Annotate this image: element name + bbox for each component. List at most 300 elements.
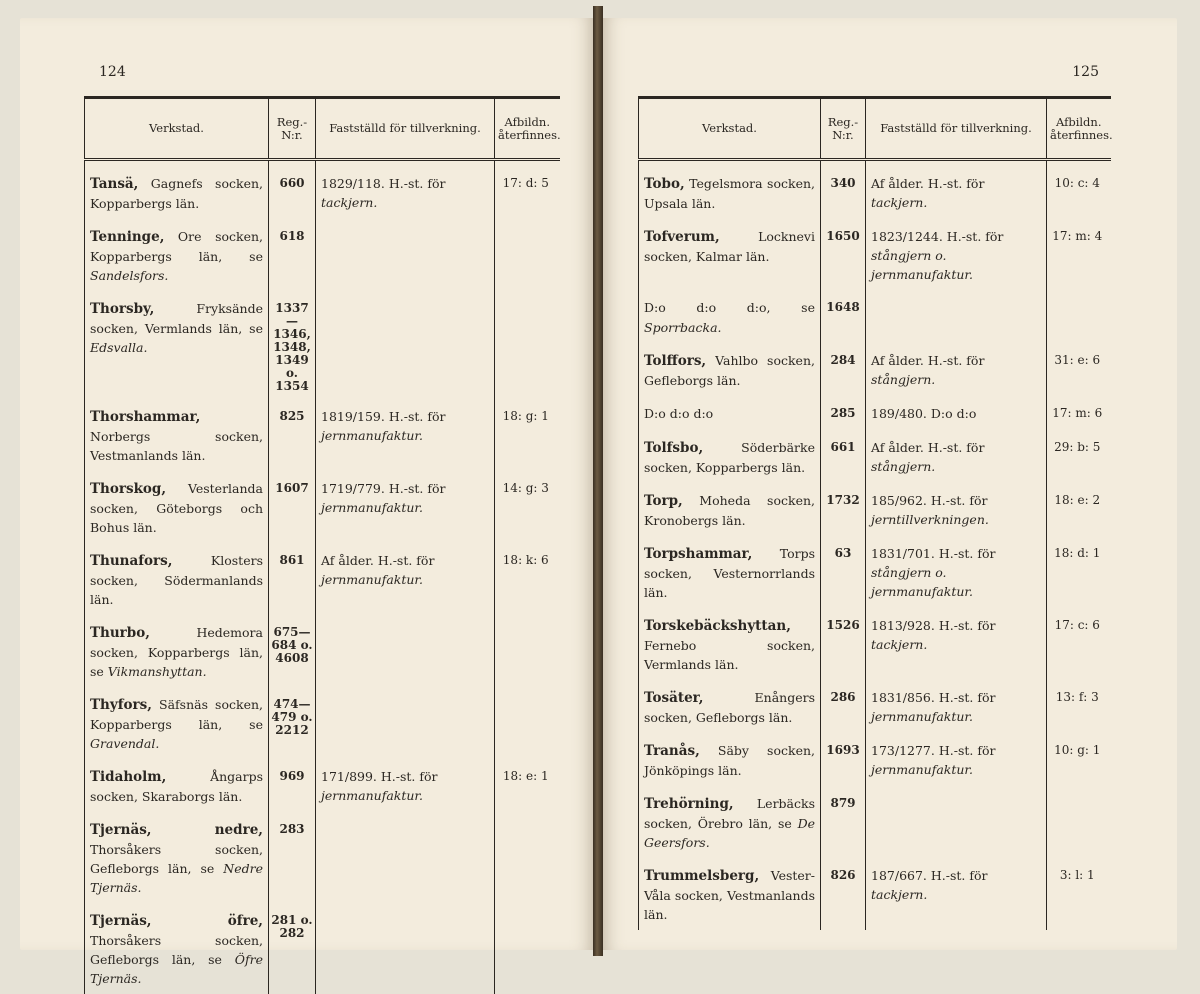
established-cell [866,438,1047,477]
header-row [85,98,560,160]
row-spacer [639,160,1111,174]
table-row [639,866,1111,924]
spacer-cell [316,806,495,820]
row-spacer [639,477,1111,491]
spacer-cell [269,681,316,695]
col-header-illustrated: Afbildn. återfinnes. [1047,98,1111,160]
row-spacer [85,753,560,767]
established-cell [866,544,1047,602]
entry-name-cell [85,299,269,393]
spacer-cell [866,780,1047,794]
spacer-cell [866,852,1047,866]
spacer-cell [821,337,866,351]
reg-number-cell: 1732 [821,491,866,530]
workshop-name: Tansä, [90,175,139,192]
spacer-cell [316,609,495,623]
table-row [85,695,560,753]
workshop-location: Enångers socken, Gefleborgs län. [644,689,815,725]
col-header-reg: Reg.- N:r. [269,98,316,160]
workshop-name: Thurbo, [90,624,150,641]
reg-number-cell: 1607 [269,479,316,537]
spacer-cell [316,160,495,174]
spacer-cell [495,609,560,623]
illustration-ref-cell: 29: b: 5 [1047,438,1111,477]
production-product: jerntillverkningen. [871,511,989,527]
workshop-name: Trummelsberg, [644,867,760,884]
established-cell [866,866,1047,924]
entry-name-cell [85,551,269,609]
ledger-body-left [85,160,560,994]
workshop-location: Säfsnäs socken, Kopparbergs län, se [90,696,263,732]
production-product: stångjern o. jernmanufaktur. [871,247,974,282]
established-date: 185/962. [871,492,927,508]
left-page [20,18,593,986]
established-cell [316,820,495,897]
entry-name-cell [85,911,269,988]
cross-reference: Öfre Tjernäs. [90,951,263,986]
spacer-cell [639,530,821,544]
production-product: jernmanufaktur. [321,427,424,443]
reg-number-cell: 284 [821,351,866,390]
established-cell [866,351,1047,390]
established-cell [316,551,495,609]
row-spacer [85,465,560,479]
reg-number-cell: 281 o. 282 [269,911,316,988]
production-type: H.-st. för [927,352,985,368]
row-spacer [639,213,1111,227]
illustration-ref-cell: 10: c: 4 [1047,174,1111,213]
illustration-ref-cell: 3: l: 1 [1047,866,1111,924]
table-row [85,911,560,988]
entry-name-cell [85,479,269,537]
reg-number-cell: 661 [821,438,866,477]
workshop-name: Tjernäs, nedre, [90,821,263,838]
table-row [85,820,560,897]
production-type: H.-st. för [388,175,446,191]
established-date: 1719/779. [321,480,385,496]
row-spacer [85,681,560,695]
table-row [85,407,560,465]
spacer-cell [316,285,495,299]
spacer-cell [639,674,821,688]
workshop-name: Tjernäs, öfre, [90,912,263,929]
spacer-cell [316,537,495,551]
table-row [85,551,560,609]
reg-number-cell: 861 [269,551,316,609]
spacer-cell [866,602,1047,616]
row-spacer [85,806,560,820]
illustration-ref-cell [1047,298,1111,337]
illustration-ref-cell: 18: d: 1 [1047,544,1111,602]
illustration-ref-cell: 18: k: 6 [495,551,560,609]
spacer-cell [639,477,821,491]
production-product: stångjern o. jernmanufaktur. [871,564,974,599]
spacer-cell [1047,530,1111,544]
established-cell [316,623,495,681]
table-row [639,794,1111,852]
entry-name-cell [639,298,821,337]
row-spacer [85,285,560,299]
established-date: 1829/118. [321,175,385,191]
row-filler [85,988,560,994]
entry-name-cell [639,866,821,924]
spacer-cell [821,477,866,491]
spacer-cell [866,284,1047,298]
spacer-cell [85,393,269,407]
production-product: jernmanufaktur. [871,708,974,724]
illustration-ref-cell [495,227,560,285]
illustration-ref-cell [495,299,560,393]
spacer-cell [495,897,560,911]
reg-number-cell: 825 [269,407,316,465]
established-cell [316,767,495,806]
spacer-cell [85,285,269,299]
spacer-cell [1047,674,1111,688]
workshop-name: Tobo, [644,175,685,192]
spacer-cell [821,284,866,298]
row-spacer [85,609,560,623]
illustration-ref-cell: 14: g: 3 [495,479,560,537]
spacer-cell [85,753,269,767]
workshop-location: D:o d:o d:o, se [644,299,815,315]
entry-name-cell [639,404,821,424]
filler-cell [495,988,560,994]
spacer-cell [1047,160,1111,174]
spacer-cell [821,727,866,741]
production-product: tackjern. [871,636,928,652]
table-row [85,479,560,537]
workshop-name: Tranås, [644,742,700,759]
page-number-left: 124 [99,64,126,80]
spacer-cell [1047,477,1111,491]
established-cell [316,479,495,537]
book-gutter [593,6,603,956]
row-spacer [639,424,1111,438]
cross-reference: Edsvalla. [90,339,148,355]
spacer-cell [85,213,269,227]
workshop-location: Thorsåkers socken, Gefleborgs län, se [90,841,263,876]
ledger-table-right [638,96,1111,930]
production-type: H.-st. för [388,408,446,424]
production-product: tackjern. [871,194,928,210]
spacer-cell [316,753,495,767]
established-date: 189/480. [871,405,927,421]
production-product: jernmanufaktur. [321,571,424,587]
filler-cell [1047,924,1111,930]
illustration-ref-cell: 17: m: 6 [1047,404,1111,424]
spacer-cell [639,213,821,227]
production-type: D:o d:o [930,405,977,421]
row-spacer [639,602,1111,616]
established-date: Af ålder. [871,439,924,455]
workshop-location: Fryksände socken, Vermlands län, se [90,300,263,336]
established-cell [866,794,1047,852]
established-cell [316,174,495,213]
spacer-cell [866,530,1047,544]
workshop-name: Tidaholm, [90,768,167,785]
spacer-cell [821,602,866,616]
table-row [639,227,1111,284]
workshop-location: Fernebo socken, Vermlands län. [644,637,815,672]
workshop-location: Vesterlanda socken, Göteborgs och Bohus län. [90,480,263,535]
workshop-name: Trehörning, [644,795,734,812]
workshop-location: Säby socken, Jönköpings län. [644,742,815,778]
reg-number-cell: 675—684 o. 4608 [269,623,316,681]
spacer-cell [866,674,1047,688]
row-spacer [85,537,560,551]
table-row [639,351,1111,390]
established-cell [866,616,1047,674]
page-number-right: 125 [1072,64,1099,80]
spacer-cell [85,681,269,695]
production-type: H.-st. för [938,742,996,758]
ledger-body-right [639,160,1111,930]
spacer-cell [316,393,495,407]
row-spacer [639,780,1111,794]
workshop-name: Torpshammar, [644,545,753,562]
established-cell [866,688,1047,727]
workshop-location: Locknevi socken, Kalmar län. [644,228,815,264]
spacer-cell [866,213,1047,227]
spacer-cell [495,393,560,407]
spacer-cell [639,602,821,616]
established-date: 187/667. [871,867,927,883]
workshop-location: Ångarps socken, Skaraborgs län. [90,768,263,804]
established-date: Af ålder. [321,552,374,568]
cross-reference: De Geersfors. [644,815,815,850]
workshop-name: Tolffors, [644,352,707,369]
entry-name-cell [85,227,269,285]
established-date: 1831/856. [871,689,935,705]
established-cell [316,407,495,465]
spacer-cell [866,424,1047,438]
row-filler [639,924,1111,930]
illustration-ref-cell: 13: f: 3 [1047,688,1111,727]
spacer-cell [821,530,866,544]
illustration-ref-cell [1047,794,1111,852]
production-type: H.-st. för [938,545,996,561]
table-row [85,299,560,393]
workshop-name: Tofverum, [644,228,720,245]
cross-reference: Sporrbacka. [644,319,722,335]
spacer-cell [495,160,560,174]
production-type: H.-st. för [946,228,1004,244]
established-cell [316,911,495,988]
col-header-established: Fastställd för tillverkning. [866,98,1047,160]
production-type: H.-st. för [930,492,988,508]
entry-name-cell [639,174,821,213]
spacer-cell [639,424,821,438]
filler-cell [866,924,1047,930]
spacer-cell [866,477,1047,491]
table-row [639,404,1111,424]
spacer-cell [495,806,560,820]
spacer-cell [639,390,821,404]
workshop-name: Thorshammar, [90,408,201,425]
established-cell [866,298,1047,337]
spacer-cell [495,681,560,695]
reg-number-cell: 1648 [821,298,866,337]
spacer-cell [269,285,316,299]
table-row [639,741,1111,780]
entry-name-cell [639,544,821,602]
spacer-cell [495,537,560,551]
established-date: 173/1277. [871,742,935,758]
spacer-cell [85,160,269,174]
ledger-table-left [84,96,560,994]
spacer-cell [1047,727,1111,741]
workshop-name: Tolfsbo, [644,439,704,456]
spacer-cell [495,465,560,479]
entry-name-cell [85,407,269,465]
entry-name-cell [639,438,821,477]
production-product: jernmanufaktur. [321,499,424,515]
established-date: Af ålder. [871,175,924,191]
table-row [639,491,1111,530]
spacer-cell [1047,284,1111,298]
reg-number-cell: 1693 [821,741,866,780]
row-spacer [639,852,1111,866]
established-cell [866,227,1047,284]
workshop-name: Torp, [644,492,683,509]
reg-number-cell: 285 [821,404,866,424]
entry-name-cell [85,695,269,753]
filler-cell [821,924,866,930]
spacer-cell [316,465,495,479]
row-spacer [85,897,560,911]
spacer-cell [821,780,866,794]
workshop-location: Moheda socken, Kronobergs län. [644,492,815,528]
spacer-cell [821,674,866,688]
workshop-name: Tenninge, [90,228,165,245]
workshop-location: Hedemora socken, Kopparbergs län, se [90,624,263,679]
spacer-cell [1047,780,1111,794]
spacer-cell [316,213,495,227]
spacer-cell [269,753,316,767]
illustration-ref-cell: 10: g: 1 [1047,741,1111,780]
entry-name-cell [639,491,821,530]
established-cell [866,404,1047,424]
row-spacer [639,530,1111,544]
workshop-name: Torskebäckshyttan, [644,617,791,634]
production-type: H.-st. för [930,867,988,883]
established-date: 1819/159. [321,408,385,424]
row-spacer [639,674,1111,688]
reg-number-cell: 1337—1346, 1348, 1349 o. 1354 [269,299,316,393]
established-cell [866,741,1047,780]
established-date: Af ålder. [871,352,924,368]
workshop-location: Lerbäcks socken, Örebro län, se [644,795,815,831]
table-row [639,438,1111,477]
production-type: H.-st. för [938,617,996,633]
spacer-cell [1047,602,1111,616]
spacer-cell [269,806,316,820]
spacer-cell [269,537,316,551]
row-spacer [639,337,1111,351]
table-row [85,174,560,213]
workshop-location: Tegelsmora socken, Upsala län. [644,175,815,211]
col-header-established: Fastställd för tillverkning. [316,98,495,160]
table-row [85,227,560,285]
established-cell [316,695,495,753]
spacer-cell [85,806,269,820]
spacer-cell [495,213,560,227]
spacer-cell [866,727,1047,741]
workshop-name: Thyfors, [90,696,152,713]
workshop-name: Thunafors, [90,552,173,569]
table-row [85,623,560,681]
workshop-name: Thorskog, [90,480,167,497]
table-row [85,767,560,806]
illustration-ref-cell: 18: g: 1 [495,407,560,465]
spacer-cell [1047,213,1111,227]
established-cell [316,299,495,393]
workshop-name: Tosäter, [644,689,704,706]
production-product: jernmanufaktur. [321,787,424,803]
filler-cell [269,988,316,994]
production-type: H.-st. för [927,175,985,191]
entry-name-cell [85,623,269,681]
production-type: H.-st. för [380,768,438,784]
workshop-location: Torps socken, Vesternorrlands län. [644,545,815,600]
spacer-cell [639,852,821,866]
reg-number-cell: 283 [269,820,316,897]
illustration-ref-cell: 17: c: 6 [1047,616,1111,674]
spacer-cell [269,393,316,407]
production-type: H.-st. för [927,439,985,455]
spacer-cell [85,537,269,551]
spacer-cell [85,897,269,911]
production-product: stångjern. [871,458,936,474]
table-row [639,174,1111,213]
row-spacer [639,284,1111,298]
header-row [639,98,1111,160]
production-product: stångjern. [871,371,936,387]
spacer-cell [1047,337,1111,351]
row-spacer [639,390,1111,404]
filler-cell [85,988,269,994]
illustration-ref-cell [495,623,560,681]
illustration-ref-cell [495,695,560,753]
spacer-cell [639,780,821,794]
illustration-ref-cell: 17: m: 4 [1047,227,1111,284]
workshop-name: Thorsby, [90,300,155,317]
spacer-cell [1047,424,1111,438]
workshop-location: Norbergs socken, Vestmanlands län. [90,428,263,463]
illustration-ref-cell: 31: e: 6 [1047,351,1111,390]
table-row [639,616,1111,674]
spacer-cell [269,897,316,911]
reg-number-cell: 618 [269,227,316,285]
col-header-workshop: Verkstad. [85,98,269,160]
row-spacer [639,727,1111,741]
entry-name-cell [639,616,821,674]
production-product: tackjern. [871,886,928,902]
spacer-cell [85,609,269,623]
spacer-cell [639,160,821,174]
workshop-location: Klosters socken, Södermanlands län. [90,552,263,607]
reg-number-cell: 826 [821,866,866,924]
entry-name-cell [639,741,821,780]
illustration-ref-cell: 17: d: 5 [495,174,560,213]
filler-cell [639,924,821,930]
spacer-cell [866,337,1047,351]
reg-number-cell: 1526 [821,616,866,674]
illustration-ref-cell: 18: e: 2 [1047,491,1111,530]
entry-name-cell [85,174,269,213]
workshop-location: D:o d:o d:o [644,405,714,421]
cross-reference: Sandelsfors. [90,267,169,283]
